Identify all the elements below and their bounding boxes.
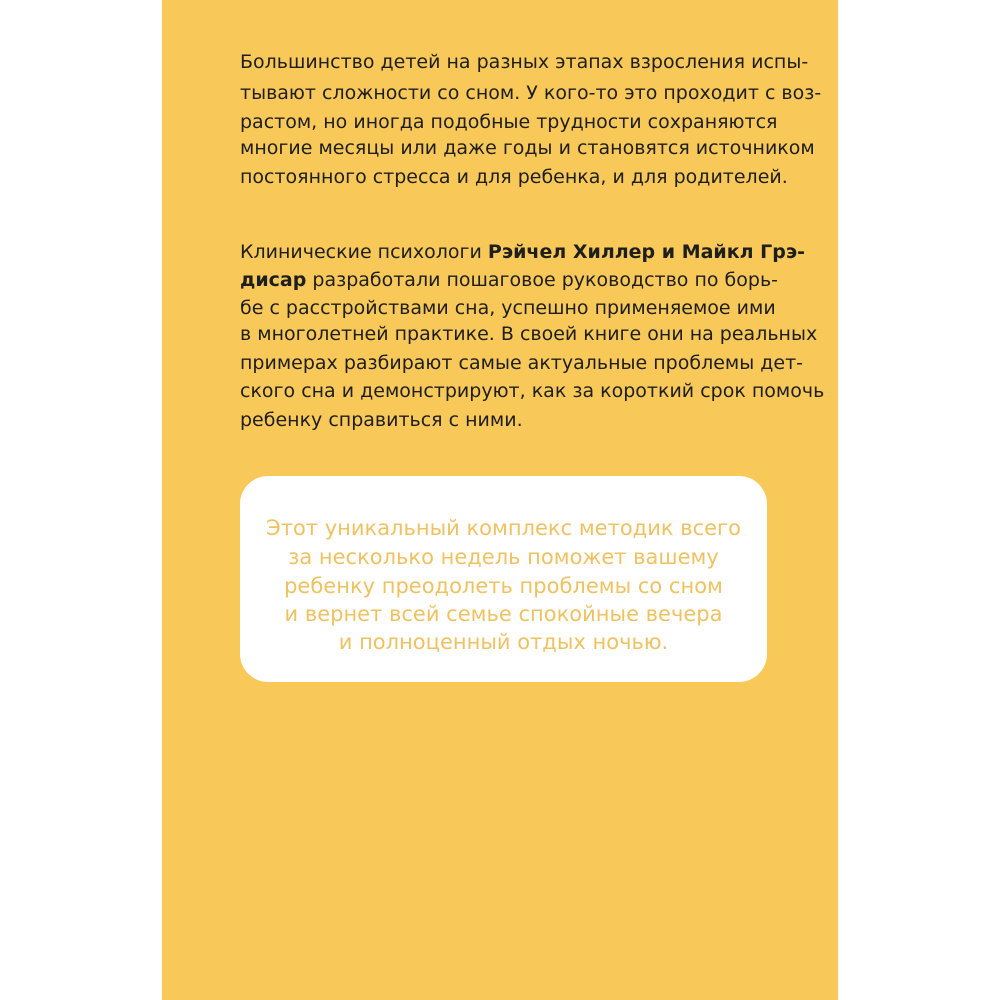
intro-line-5: постоянного стресса и для ребенка, и для родителей. <box>240 166 788 188</box>
authors-line-4: в многолетней практике. В своей книге они на реальных <box>240 323 818 345</box>
callout-line-5: и полноценный отдых ночью. <box>338 630 669 654</box>
intro-line-2: тывают сложности со сном. У кого-то это проходит с воз- <box>240 82 822 104</box>
authors-line-3: бе с расстройствами сна, успешно применяемое ими <box>240 297 776 319</box>
callout-line-4: и вернет всей семье спокойные вечера <box>284 602 723 626</box>
authors-line-2-suffix: разработали пошаговое руководство по борь- <box>312 269 779 291</box>
authors-line-6: ского сна и демонстрируют, как за короткий срок помочь <box>240 380 825 402</box>
authors-line-1 <box>240 240 806 264</box>
authors-line-7: ребенку справиться с ними. <box>240 409 523 431</box>
callout-line-2: за несколько недель поможет вашему <box>288 545 719 569</box>
intro-line-3: растом, но иногда подобные трудности сохраняются <box>240 111 778 133</box>
author-names: Рэйчел Хиллер и Майкл Грэ- <box>487 241 806 263</box>
callout-line-3: ребенку преодолеть проблемы со сном <box>284 574 723 598</box>
promo-callout-box <box>240 476 767 682</box>
intro-line-4: многие месяцы или даже годы и становятся источником <box>240 137 815 159</box>
intro-line-1: Большинство детей на разных этапах взросления испы- <box>240 51 809 73</box>
authors-line-2 <box>240 268 779 292</box>
author-names-continued: дисар <box>240 269 307 291</box>
back-cover <box>162 0 838 1000</box>
callout-line-1: Этот уникальный комплекс методик всего <box>266 516 741 540</box>
authors-line-5: примерах разбирают самые актуальные проблемы дет- <box>240 352 804 374</box>
authors-line-1-prefix: Клинические психологи <box>240 241 482 263</box>
